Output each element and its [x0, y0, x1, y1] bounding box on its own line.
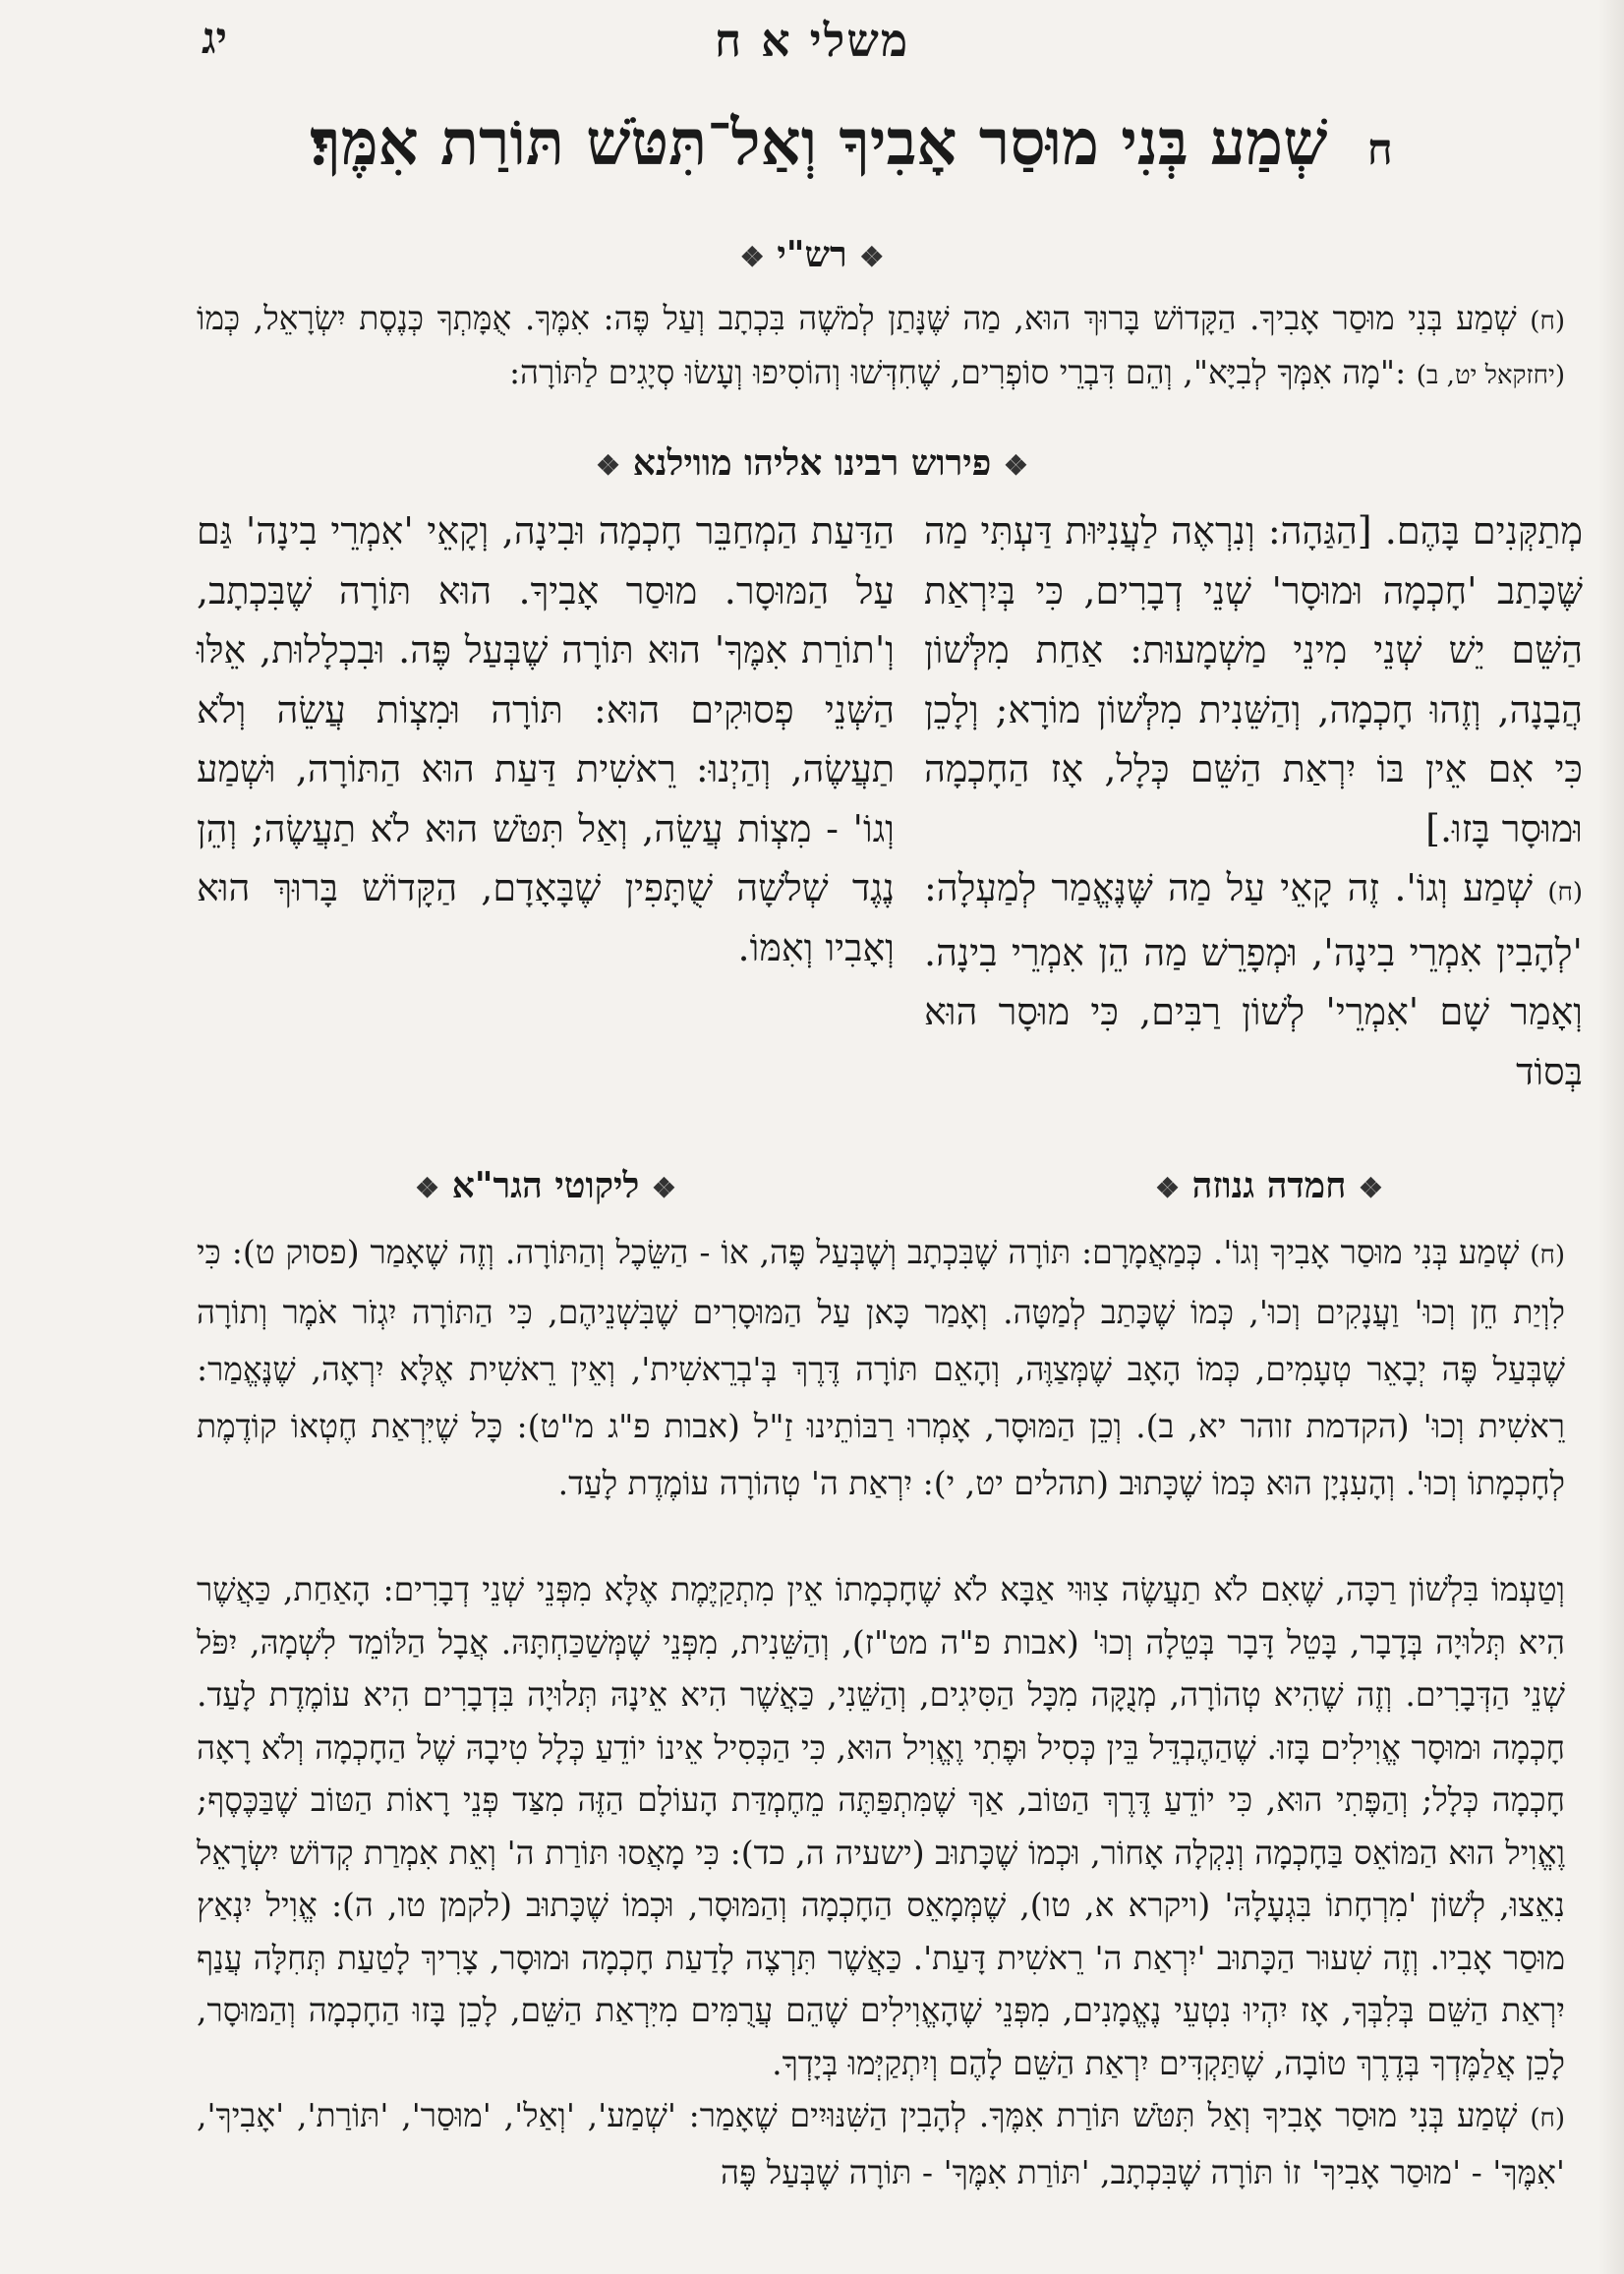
page-edge-shadow — [1598, 0, 1624, 2274]
rashi-text-c: :"מָה אִמְּךָ לְבִיָּא", וְהֵם דִּבְרֵי סוֹפְרִים, שֶׁחִדְּשׁוּ וְהוֹסִיפוּ וְעָשׂוּ סְיָגִים לַתּוֹרָה: — [508, 353, 1407, 391]
verse-ref: (ח) — [1530, 2104, 1566, 2133]
chemda-title — [914, 1165, 1624, 1206]
rashi-title-text: רש"י — [777, 234, 847, 275]
ornament-icon: ❖ — [859, 241, 885, 273]
rashi-commentary — [197, 293, 1565, 401]
likutei-text-1: שְׁמַע בְּנִי מוּסַר אָבִיךָ וְגוֹ'. כְּמַאֲמָרָם: תּוֹרָה שֶׁבִּכְתָב וְשֶׁבְּעַל פֶּה, אוֹ - הַשֵּׂכֶל וְהַתּוֹרָה. וְזֶה שֶׁאָמַר (פסוק ט): כִּי לִוְיַת חֵן וְכוּ' וַעֲנָקִים וְכוּ', כְּמוֹ שֶׁכָּתַב לְמַטָּה. וְאָמַר כָּאן עַל הַמּוּסָרִים שֶׁבִּשְׁנֵיהֶם, כִּי הַתּוֹרָה יִגְזֹר אֹמֶר וְתוֹרָה שֶׁבְּעַל פֶּה יְבָאֵר טְעָמִים, כְּמוֹ הָאָב שֶׁמְּצַוֶּה, וְהָאֵם תּוֹרָה דֶּרֶךְ — [197, 1233, 1565, 1388]
rashi-text-b: כְּמוֹ — [197, 299, 241, 337]
gra-right-text-2: שְׁמַע וְגוֹ'. זֶה קָאֵי עַל מַה שֶּׁנֶּאֱמַר לְמַעְלָה: 'לְהָבִין אִמְרֵי בִינָה', וּמְפָרֵשׁ מַה הֵן אִמְרֵי בִינָה. וְאָמַר שָׁם 'אִמְרֵי' לְשׁוֹן רַבִּים, כִּי מוּסָר הוּא בְּסוֹד — [924, 866, 1583, 1093]
likutei-text-intro: בְּ'בְרֵאשִׁית', וְאֵין רֵאשִׁית אֶלָּא יִרְאָה, שֶׁנֶּאֱמַר: רֵאשִׁית וְכוּ' (הקדמת זוהר יא, ב). וְכֵן הַמּוּסָר, אָמְרוּ רַבּוֹתֵינוּ זַ"ל (אבות פ"ג מ"ט): כָּל שֶׁיִּרְאַת חֶטְאוֹ קוֹדֶמֶת לְחָכְמָתוֹ וְכוּ'. וְהָעִנְיָן הוּא כְּמוֹ שֶׁכָּתוּב (תהלים יט, י): יִרְאַת ה' טְהוֹרָה עוֹמֶדֶת לָעַד. — [197, 1350, 1565, 1502]
gra-right-column — [924, 501, 1583, 1101]
ornament-icon: ❖ — [1003, 449, 1028, 482]
verse-ref: (ח) — [1530, 307, 1565, 336]
ornament-icon: ❖ — [651, 1172, 676, 1204]
likutei-block-1 — [197, 1224, 1565, 1512]
ornament-icon: ❖ — [1154, 1172, 1181, 1204]
running-title: משלי א ח — [714, 14, 910, 67]
rashi-title — [0, 234, 1624, 275]
gra-right-text: מְתַקְּנִים בָּהֶם. [הַגַּהָה: וְנִרְאֶה לַעֲנִיּוּת דַּעְתִּי מַה שֶּׁכָּתַב 'חָכְמָה וּמוּסָר' שְׁנֵי דְבָרִים, כִּי בְּיִרְאַת הַשֵּׁם יֵשׁ שְׁנֵי מִינֵי מַשְׁמָעוּת: אַחַת מִלְּשׁוֹן הֲבָנָה, וְזֶהוּ חָכְמָה, וְהַשֵּׁנִית מִלְּשׁוֹן מוֹרָא; וְלָכֵן כִּי אִם אֵין בּוֹ יִרְאַת הַשֵּׁם כְּלָל, אָז הַחָכְמָה וּמוּסָר בָּזוּ.] — [924, 509, 1583, 850]
verse-ref: (ח) — [1547, 878, 1583, 907]
ornament-icon: ❖ — [415, 1172, 440, 1204]
likutei-text-2: וְטַעְמוֹ בִּלְשׁוֹן רַכָּה, שֶׁאִם לֹא תַעֲשֶׂה צִוּוּי אַבָּא לֹא שֶׁחָכְמָתוֹ אֵין מִתְקַיֶּמֶת אֶלָּא מִפְּנֵי שְׁנֵי דְבָרִים: הָאַחַת, כַּאֲשֶׁר הִיא תְּלוּיָה בְּדָבָר, בָּטֵל דָּבָר בְּטֵלָה וְכוּ' (אבות פ"ה מט"ז), וְהַשֵּׁנִית, מִפְּנֵי שֶׁמְּשַׁכַּחְתָּהּ. אֲבָל הַלּוֹמֵד לִשְׁמָהּ, יִפֹּל שְׁנֵי הַדְּבָרִים. וְזֶה שֶׁהִיא טְהוֹרָה, מְנֻקָּה מִכָּל הַסִּיגִים, וְהַשֵּׁנִי, כַּאֲשֶׁר הִיא אֵינָהּ תְּלוּיָה בִּדְבָרִים הִיא עוֹמֶדֶת לָעַד. חָכְמָה וּמוּסָר אֱוִילִים בָּזוּ. שֶׁהַהֶבְדֵּל בֵּין כְּסִיל וּפֶתִי וֶאֱוִיל הוּא, כִּי הַכְּסִיל אֵינוֹ יוֹדֵעַ כְּלָל טִיבָהּ שֶׁל הַחָכְמָה וְלֹא רָאָה חָכְמָה כְּלָל; וְהַפֶּתִי הוּא, כִּי יוֹדֵעַ דֶּרֶךְ הַטּוֹב, אַךְ שֶׁמִּתְפַּתֶּה מֵחֶמְדַּת הָעוֹלָם הַזֶּה מִצַּד פְּנֵי רָאוֹת הַטּוֹב שֶׁבַּכֶּסֶף; וֶאֱוִיל הוּא הַמּוֹאֵס בַּחָכְמָה וְנִקְלָה אָחוֹר, וּכְמוֹ שֶׁכָּתוּב (ישעיה ה, כד): כִּי מָאֲסוּ תּוֹרַת ה' וְאֵת אִמְרַת קְדוֹשׁ יִשְׂרָאֵל נִאֵצוּ, לְשׁוֹן 'מִרְחָתוֹ בִּגְעָלָהּ' (ויקרא א, טו), שֶׁמְּמָאֵס הַחָכְמָה וְהַמּוּסָר, וּכְמוֹ שֶׁכָּתוּב (לקמן טו, ה): אֱוִיל יִנְאַץ מוּסַר אָבִיו. וְזֶה שִׁעוּר הַכָּתוּב 'יִרְאַת ה' רֵאשִׁית דָּעַת'. כַּאֲשֶׁר תִּרְצֶה לָדַעַת חָכְמָה וּמוּסָר, צָרִיךְ לָטַעַת תְּחִלָּה עֲנַף יִרְאַת הַשֵּׁם בְּלִבְּךָ, אָז יִהְיוּ נִטְעֵי נֶאֱמָנִים, מִפְּנֵי שֶׁהָאֱוִילִים שֶׁהֵם עֲרֻמִּים מִיִּרְאַת הַשֵּׁם, לָכֵן בָּזוּ הַחָכְמָה וְהַמּוּסָר, לָכֵן אֲלַמֶּדְךָ בְּדֶרֶךְ טוֹבָה, שֶׁתַּקְדִּים יִרְאַת הַשֵּׁם לָהֶם וְיִתְקַיְּמוּ בְּיָדְךָ. — [197, 1570, 1565, 2082]
verse-text — [147, 106, 1555, 180]
verse-body: שְׁמַע בְּנִי מוּסַר אָבִיךָ וְאַל־תִּטֹּשׁ תּוֹרַת אִמֶּךָ׃ — [310, 106, 1328, 180]
ornament-icon: ❖ — [596, 449, 621, 482]
page-number: יג — [202, 14, 228, 64]
chemda-title-text: חמדה גנוזה — [1191, 1165, 1347, 1206]
likutei-block-2 — [197, 1563, 1565, 2198]
gra-left-text: הַדַּעַת הַמְחַבֵּר חָכְמָה וּבִינָה, וְקָאֵי 'אִמְרֵי בִינָה' גַּם עַל הַמּוּסָר. מוּסַר אָבִיךָ. הוּא תּוֹרָה שֶׁבִּכְתָב, וְ'תוֹרַת אִמֶּךָ' הוּא תּוֹרָה שֶׁבְּעַל פֶּה. וּבִכְלָלוּת, אֵלּוּ הַשְּׁנֵי פְסוּקִים הוּא: תּוֹרָה וּמִצְוֹת עֲשֵׂה וְלֹא תַעֲשֶׂה, וְהַיְנוּ: רֵאשִׁית דַּעַת הוּא הַתּוֹרָה, וּשְׁמַע וְגוֹ' - מִצְוֹת עֲשֵׂה, וְאַל תִּטֹּשׁ הוּא לֹא תַעֲשֶׂה; וְהֵן נֶגֶד שְׁלֹשָׁה שֻׁתָּפִין שֶׁבָּאָדָם, הַקָּדוֹשׁ בָּרוּךְ הוּא וְאָבִיו וְאִמּוֹ. — [197, 509, 895, 969]
likutei-title — [197, 1165, 895, 1206]
verse-ref: (ח) — [1530, 1241, 1565, 1270]
rashi-text-a: שְׁמַע בְּנִי מוּסַר אָבִיךָ. הַקָּדוֹשׁ בָּרוּךְ הוּא, מַה שֶּׁנָּתַן לְמֹשֶׁה בִּכְתָב וְעַל פֶּה: אִמֶּךָ. אֻמָּתְךָ כְּנֶסֶת יִשְׂרָאֵל, — [253, 299, 1517, 337]
likutei-title-text: ליקוטי הגר"א — [451, 1165, 640, 1206]
gra-left-column — [197, 501, 895, 977]
gra-title — [0, 442, 1624, 484]
ornament-icon: ❖ — [1358, 1172, 1384, 1204]
rashi-source: (יחזקאל יט, ב) — [1416, 361, 1565, 390]
likutei-text-end: שְׁמַע בְּנִי מוּסַר אָבִיךָ וְאַל תִּטֹּשׁ תּוֹרַת אִמֶּךָ. לְהָבִין הַשִּׁנּוּיִים שֶׁאָמַר: 'שְׁמַע', 'וְאַל', 'מוּסַר', 'תּוֹרַת', 'אָבִיךָ', 'אִמֶּךָ' - 'מוּסַר אָבִיךָ' זוֹ תּוֹרָה שֶׁבִּכְתָב, 'תּוֹרַת אִמֶּךָ' - תּוֹרָה שֶׁבְּעַל פֶּה — [197, 2096, 1565, 2191]
ornament-icon: ❖ — [739, 241, 765, 273]
gra-title-text: פירוש רבינו אליהו מווילנא — [632, 442, 992, 484]
verse-number: ח — [1366, 125, 1393, 175]
